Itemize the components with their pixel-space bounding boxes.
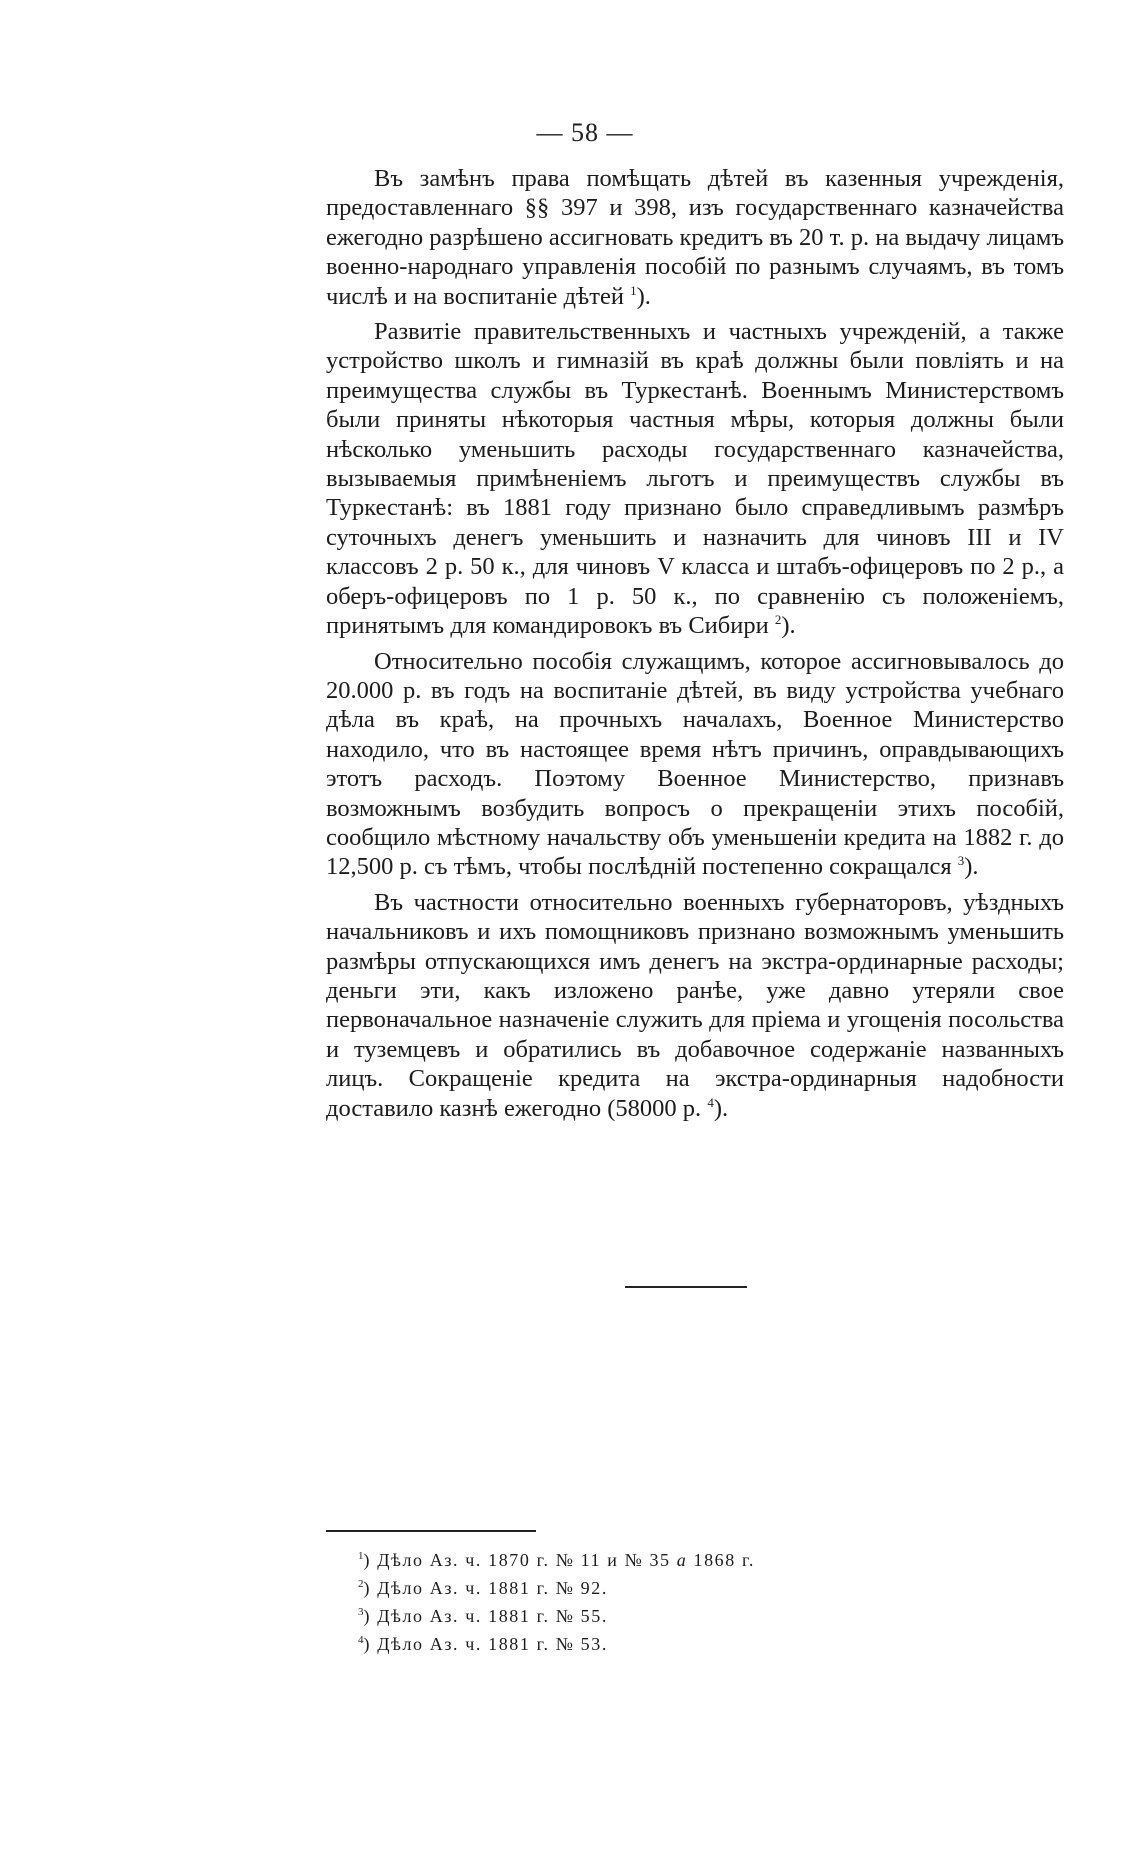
footnote-text-end: 1868 г. [687,1550,756,1570]
body-text [326,164,1064,1129]
footnote-marker: 3 [358,1606,364,1618]
paragraph-text: Относительно пособія служащимъ, которое ассигновывалось до 20.000 р. въ годъ на воспитаніе дѣтей, въ виду устройства учебнаго дѣла въ краѣ, на прочныхъ началахъ, Военное Министерство находило, что въ настоящее время нѣтъ причинъ, оправдывающихъ этотъ расходъ. Поэтому Военное Министерство, признавъ возможнымъ возбудить вопросъ о прекращеніи этихъ пособій, сообщило мѣстному начальству объ уменьшеніи кредита на 1882 г. до 12,500 р. съ тѣмъ, чтобы послѣдній постепенно сокращался [326,647,1064,881]
footnote [358,1630,958,1658]
paragraph-text: Развитіе правительственныхъ и частныхъ учрежденій, а также устройство школъ и гимназій въ краѣ должны были повліять и на преимущества службы въ Туркестанѣ. Военнымъ Министерствомъ были приняты нѣкоторыя частныя мѣры, которыя должны были нѣсколько уменьшить расходы государственнаго казначейства, вызываемыя примѣненіемъ льготъ и преимуществъ службы въ Туркестанѣ: въ 1881 году признано было справедливымъ размѣръ суточныхъ денегъ уменьшить и назначить для чиновъ III и IV классовъ 2 р. 50 к., для чиновъ V класса и штабъ-офицеровъ по 2 р., а оберъ-офицеровъ по 1 р. 50 к., по сравненію съ положеніемъ, принятымъ для командировокъ въ Сибири [326,318,1064,640]
page-number: — 58 — [536,118,634,147]
footnote [358,1602,958,1630]
paragraph [326,164,1064,311]
paragraph-text-end: ). [964,853,979,881]
footnote-text: ) Дѣло Аз. ч. 1881 г. № 53. [363,1634,608,1654]
paragraph-text-end: ). [636,282,651,310]
footnote-text: ) Дѣло Аз. ч. 1870 г. № 11 и № 35 [363,1550,677,1570]
footnote-text: ) Дѣло Аз. ч. 1881 г. № 92. [363,1578,608,1598]
footnotes [358,1546,958,1658]
paragraph [326,317,1064,640]
section-end-rule [625,1286,747,1288]
footnote-italic-text: а [676,1550,688,1570]
footnote-text: ) Дѣло Аз. ч. 1881 г. № 55. [363,1606,608,1626]
footnote-marker: 1 [358,1550,364,1562]
paragraph [326,647,1064,882]
paragraph [326,888,1064,1123]
footnote-reference[interactable]: 2 [774,612,782,628]
paragraph-text-end: ). [781,612,796,640]
footnote-marker: 4 [358,1634,364,1646]
footnote-separator [326,1530,536,1532]
paragraph-text: Въ частности относительно военныхъ губернаторовъ, уѣздныхъ начальниковъ и ихъ помощниковъ признано возможнымъ уменьшить размѣры отпускающихся имъ денегъ на экстра-ординарные расходы; деньги эти, какъ изложено ранѣе, уже давно утеряли свое первоначальное назначеніе служить для пріема и угощенія посольства и туземцевъ и обратились въ добавочное содержаніе названныхъ лицъ. Сокращеніе кредита на экстра-ординарныя надобности доставило казнѣ ежегодно (58000 р. [326,888,1064,1122]
footnote-marker: 2 [358,1578,364,1590]
footnote-reference[interactable]: 4 [707,1094,714,1110]
footnote-reference[interactable]: 3 [957,853,965,869]
footnote-reference[interactable]: 1 [630,282,637,298]
footnote [358,1546,958,1574]
paragraph-text: Въ замѣнъ права помѣщать дѣтей въ казенныя учрежденія, предоставленнаго §§ 397 и 398, изъ государственнаго казначейства ежегодно разрѣшено ассигновать кредитъ въ 20 т. р. на выдачу лицамъ военно-народнаго управленія пособій по разнымъ случаямъ, въ томъ числѣ и на воспитаніе дѣтей [326,165,1064,310]
footnote [358,1574,958,1602]
paragraph-text-end: ). [713,1094,729,1122]
